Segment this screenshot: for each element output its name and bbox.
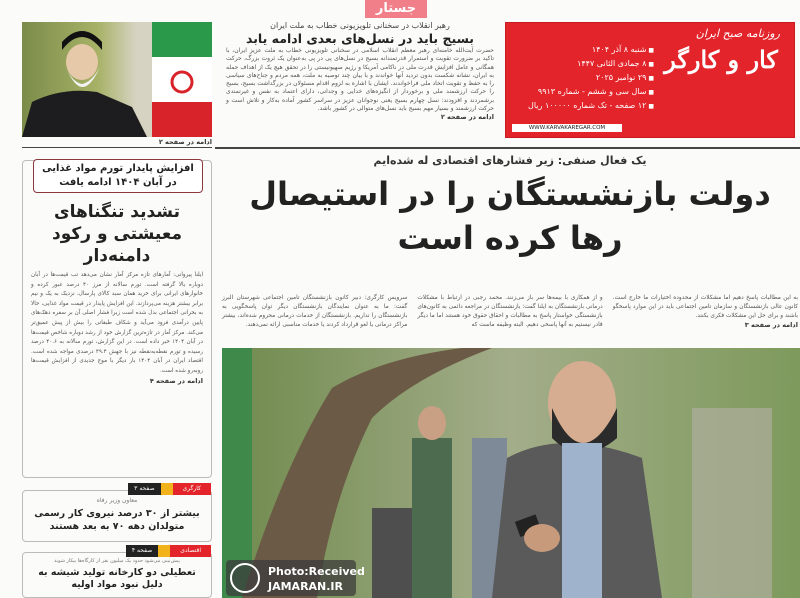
jostar-badge: جستار [365, 0, 427, 18]
section-label: اقتصادی [170, 545, 211, 557]
page-ref: صفحه ۳ [128, 483, 160, 495]
main-columns [222, 294, 798, 330]
headline-line-1: دولت بازنشستگان را در استیصال [249, 175, 771, 213]
website-url[interactable]: WWW.KARVAKAREGAR.COM [512, 124, 622, 132]
jostar-kicker: رهبر انقلاب در سخنانی تلویزیونی خطاب به ملت ایران [270, 21, 450, 30]
issue-number: ■ سال سی و ششم - شماره ۹۹۱۳ [512, 85, 654, 99]
main-kicker: یک فعال صنفی: زیر فشارهای اقتصادی له شده‌ایم [373, 154, 647, 167]
brief-subtitle: پیش‌بینی می‌شود حدود یک میلیون نفر از کارگاه‌ها بیکار شوند [54, 558, 180, 564]
leader-photo-image [22, 22, 212, 137]
section-label: کارگری [173, 483, 211, 495]
left-story-body: ایلنا پیروانی: آمارهای تازه مرکز آمار نشان می‌دهد تب قیمت‌ها در آبان دوباره بالا گرفته است. تورم سالانه از مرز ۴۰ درصد عبور کرده و خانوارهای ایرانی برای خرید همان سبد کالای پارسال، نزدیک به یک و نیم برابر بیشتر هزینه می‌پردازند. این افزایش پایدار در قیمت مواد غذایی، حالا به بحرانی اجتماعی بدل شده است زیرا فشار اصلی آن بر سفره دهک‌های پایین درآمدی فرود می‌آید و شکاف طبقاتی را بیش از پیش عمیق‌تر می‌کند. مرکز آمار در تازه‌ترین گزارش خود از رشد دوباره شاخص قیمت‌ها در آبان ۱۴۰۴ خبر داده است. در این گزارش، تورم سالانه به ۴۰.۶ درصد رسیده و تورم نقطه‌به‌نقطه نیز با جهش ۴۹.۴ درصدی مواجه شده است. اقتصاد ایران در آبان ۱۴۰۴ بار دیگر با موج جدیدی از افزایش قیمت‌ها روبه‌رو شده است. [31, 272, 204, 374]
page-ref: صفحه ۴ [126, 545, 158, 557]
leader-photo [22, 22, 212, 137]
brief-labor[interactable] [22, 485, 212, 542]
watermark-line-1: Photo:Received [268, 565, 365, 578]
jostar-title: بسیج باید در نسل‌های بعدی ادامه یابد [246, 31, 474, 46]
issue-info [512, 43, 654, 113]
main-column: به این مطالبات پاسخ دهیم اما مشکلات از محدوده اختیارات ما خارج است. کانون عالی بازنشستگان و سازمان تامین اجتماعی باید در این موارد پاسخگو باشند و برای حل این مشکلات فکری بکنند. [612, 295, 798, 319]
brief-subtitle: معاون وزیر رفاه [96, 497, 138, 504]
main-continued: ادامه در صفحه ۳ [744, 321, 798, 329]
divider [22, 147, 212, 148]
watermark-line-2: JAMARAN.IR [268, 580, 343, 593]
brief-title: تعطیلی دو کارخانه تولید شیشه به دلیل نبود مواد اولیه [38, 567, 196, 590]
left-story-continued: ادامه در صفحه ۴ [149, 376, 203, 385]
left-story-box-title: افزایش پایدار تورم مواد غذایی در آبان ۱۴۰۴ ادامه یافت [33, 159, 203, 193]
newspaper-logo: کار و کارگر [664, 45, 778, 74]
masthead [505, 22, 795, 138]
section-tag [126, 545, 211, 557]
photo-continued: ادامه در صفحه ۲ [158, 138, 212, 146]
date-persian: ■ شنبه ۸ آذر ۱۴۰۴ [512, 43, 654, 57]
price: ■ ۱۲ صفحه - تک شماره ۱۰۰۰۰۰ ریال [512, 99, 654, 113]
main-column: سرویس کارگری: دبیر کانون بازنشستگان تامین اجتماعی شهرستان البرز گفت: ما به عنوان نمایندگان بازنشستگان دیگر توان پاسخگویی به بازنشستگان را نداریم. بازنشستگان از خدمات درمانی محروم شده‌اند، بیشتر مراکز درمانی یا لغو قرارداد کردند یا خدمات مناسبی ارائه نمی‌دهند. [222, 295, 408, 328]
jostar-body: حضرت آیت‌الله خامنه‌ای رهبر معظم انقلاب اسلامی در سخنانی تلویزیونی خطاب به ملت عزیز ایران، با تاکید بر ضرورت تقویت و استمرار قدرتمندانه بسیج در نسل‌های پی در پی به‌عنوان یک ثروت بزرگ، حرکت همگانی و عامل افزایش قدرت ملی در ناکامی آمریکا و رژیم صهیونیستی را در تحقق هیچ یک از اهداف حمله به ایران، نشانه شکست بدون تردید آنها خواندند و با بیان چند توصیه به ملت، همه مردم و جناح‌های سیاسی را به حفظ و تقویت اتحاد ملی فراخواندند. ایشان با اشاره به لزوم اقدام مسئولان در بزرگداشت بسیج، بسیج را حرکت ارزشمند ملی و برخوردار از انگیزه‌های خدایی و وجدانی، دارای اعتماد به نفس و غیرتمندی برشمردند و افزودند: نسل چهارم بسیج یعنی نوجوانان عزیز در سراسر کشور آماده به‌کار و تلاش است و حرکت ارزشمند و بسیار مهم بسیج باید نسل‌های متوالی در کشور باشد. [226, 47, 494, 113]
photo-watermark [226, 560, 365, 596]
section-tag [128, 483, 211, 495]
left-story [22, 160, 212, 478]
headline-line-2: رها کرده است [397, 219, 623, 257]
brief-economic[interactable] [22, 547, 212, 598]
left-story-title: تشدید تنگناهای معیشتی و رکود دامنه‌دار [52, 202, 182, 266]
date-hijri: ■ ۸ جمادی الثانی ۱۴۴۷ [512, 57, 654, 71]
brief-title: بیشتر از ۳۰ درصد نیروی کار رسمی متولدان دهه ۷۰ به بعد هستند [34, 508, 200, 532]
masthead-tagline: روزنامه صبح ایران [695, 27, 780, 40]
date-gregorian: ■ ۲۹ نوامبر ۲۰۲۵ [512, 71, 654, 85]
jostar-story [220, 0, 500, 147]
jamaran-logo-icon [230, 563, 260, 593]
jostar-continued: ادامه در صفحه ۲ [440, 113, 494, 122]
divider [215, 147, 800, 149]
main-headline [220, 172, 800, 260]
main-column: و از همکاری با بیمه‌ها سر باز می‌زنند. محمد رجبی در ارتباط با مشکلات درمانی بازنشستگان به ایلنا گفت: بازنشستگان در مراجعه دائمی به کانون‌های بازنشستگی خواستار پاسخ به مطالبات و احقاق حقوق خود هستند اما ما دیگر قادر نیستیم به آنها پاسخی دهیم. البته وظیفه ماست که [417, 295, 603, 328]
